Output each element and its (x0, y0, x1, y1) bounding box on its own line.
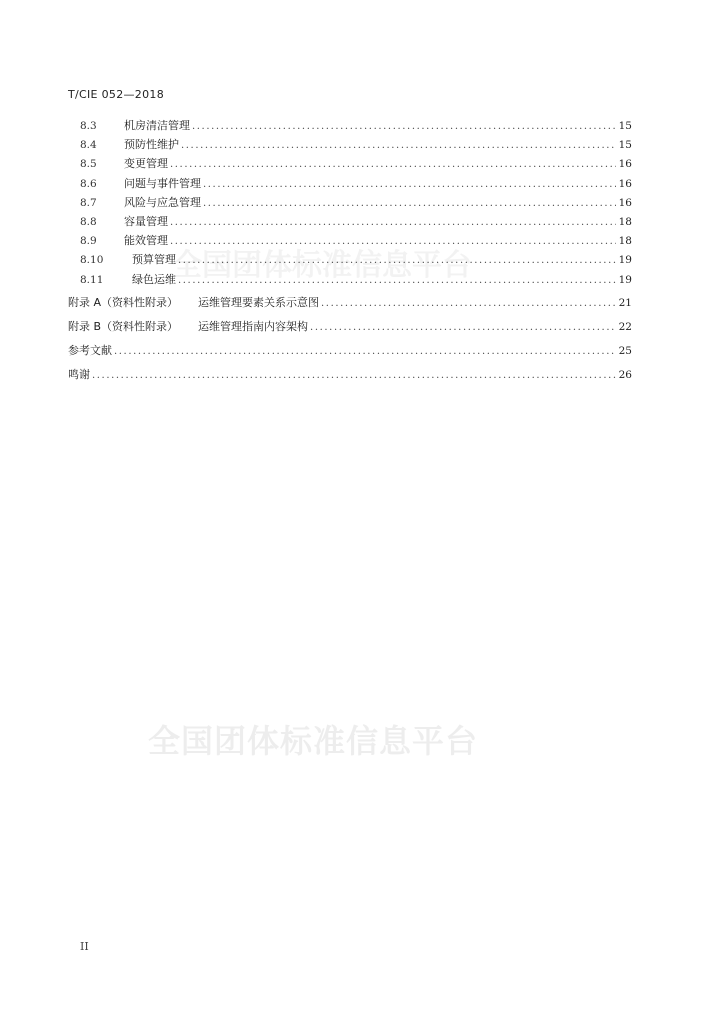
toc-entry-title: 鸣谢 (68, 367, 90, 381)
toc-entry-number: 8.11 (80, 273, 104, 286)
toc-entry-title: 绿色运维 (132, 272, 176, 286)
watermark: 全国团体标准信息平台 (148, 722, 479, 760)
dot-leader (192, 117, 616, 135)
dot-leader (92, 366, 616, 384)
toc-entry-title: 问题与事件管理 (124, 176, 201, 190)
toc-entry-page: 19 (618, 273, 632, 286)
toc-entry-title: 风险与应急管理 (124, 195, 201, 209)
document-code-header: T/CIE 052—2018 (68, 88, 164, 101)
toc-entry-title: 机房清洁管理 (124, 119, 190, 132)
toc-entry-page: 22 (618, 321, 632, 334)
toc-entry-title: 运维管理指南内容架构 (198, 320, 309, 334)
toc-entry-number: 8.3 (80, 120, 97, 132)
toc-entry-8-10[interactable] (68, 250, 632, 269)
toc-entry-title: 预防性维护 (124, 138, 179, 152)
toc-entry-8-3[interactable] (68, 116, 632, 135)
toc-entry-8-5[interactable] (68, 154, 632, 173)
dot-leader (310, 318, 616, 336)
dot-leader (170, 232, 616, 250)
toc-entry-8-9[interactable] (68, 231, 632, 250)
dot-leader (114, 342, 616, 360)
toc-entry-number: 8.5 (80, 158, 97, 171)
dot-leader (178, 251, 616, 269)
toc-entry-number: 8.10 (80, 254, 104, 267)
toc-entry-appendix-a[interactable] (68, 293, 632, 312)
appendix-label: 附录 B（资料性附录） (68, 320, 179, 334)
toc-entry-8-7[interactable] (68, 193, 632, 212)
table-of-contents (68, 116, 632, 384)
toc-entry-number: 8.6 (80, 177, 97, 190)
toc-entry-page: 26 (618, 368, 632, 381)
toc-entry-8-8[interactable] (68, 212, 632, 231)
dot-leader (321, 294, 616, 312)
toc-entry-title: 预算管理 (132, 253, 176, 267)
appendix-label: 附录 A（资料性附录） (68, 296, 179, 310)
dot-leader (178, 271, 616, 289)
toc-entry-page: 18 (618, 235, 632, 248)
toc-entry-8-6[interactable] (68, 174, 632, 193)
toc-entry-appendix-b[interactable] (68, 317, 632, 336)
toc-entry-8-11[interactable] (68, 270, 632, 289)
toc-entry-title: 能效管理 (124, 234, 168, 248)
toc-entry-page: 16 (618, 158, 632, 171)
page-number-footer: II (80, 940, 89, 953)
toc-entry-page: 19 (618, 254, 632, 267)
toc-entry-title: 容量管理 (124, 214, 168, 228)
toc-entry-number: 8.9 (80, 235, 97, 248)
toc-entry-page: 21 (618, 297, 632, 310)
toc-entry-page: 15 (618, 120, 632, 132)
toc-entry-number: 8.8 (80, 215, 97, 228)
toc-entry-title: 变更管理 (124, 157, 168, 171)
toc-entry-number: 8.7 (80, 196, 97, 209)
toc-entry-number: 8.4 (80, 139, 97, 152)
toc-entry-title: 参考文献 (68, 343, 112, 357)
toc-entry-references[interactable] (68, 341, 632, 360)
toc-entry-page: 25 (618, 344, 632, 357)
toc-entry-page: 18 (618, 215, 632, 228)
toc-entry-8-4[interactable] (68, 135, 632, 154)
toc-entry-page: 16 (618, 196, 632, 209)
toc-entry-page: 16 (618, 177, 632, 190)
dot-leader (203, 175, 616, 193)
toc-entry-page: 15 (618, 139, 632, 152)
dot-leader (170, 155, 616, 173)
dot-leader (170, 213, 616, 231)
dot-leader (203, 194, 616, 212)
toc-entry-title: 运维管理要素关系示意图 (198, 296, 320, 310)
watermark-faint: 全国团体标准信息平台 (172, 248, 472, 283)
dot-leader (181, 136, 616, 154)
toc-entry-acknowledgements[interactable] (68, 365, 632, 384)
